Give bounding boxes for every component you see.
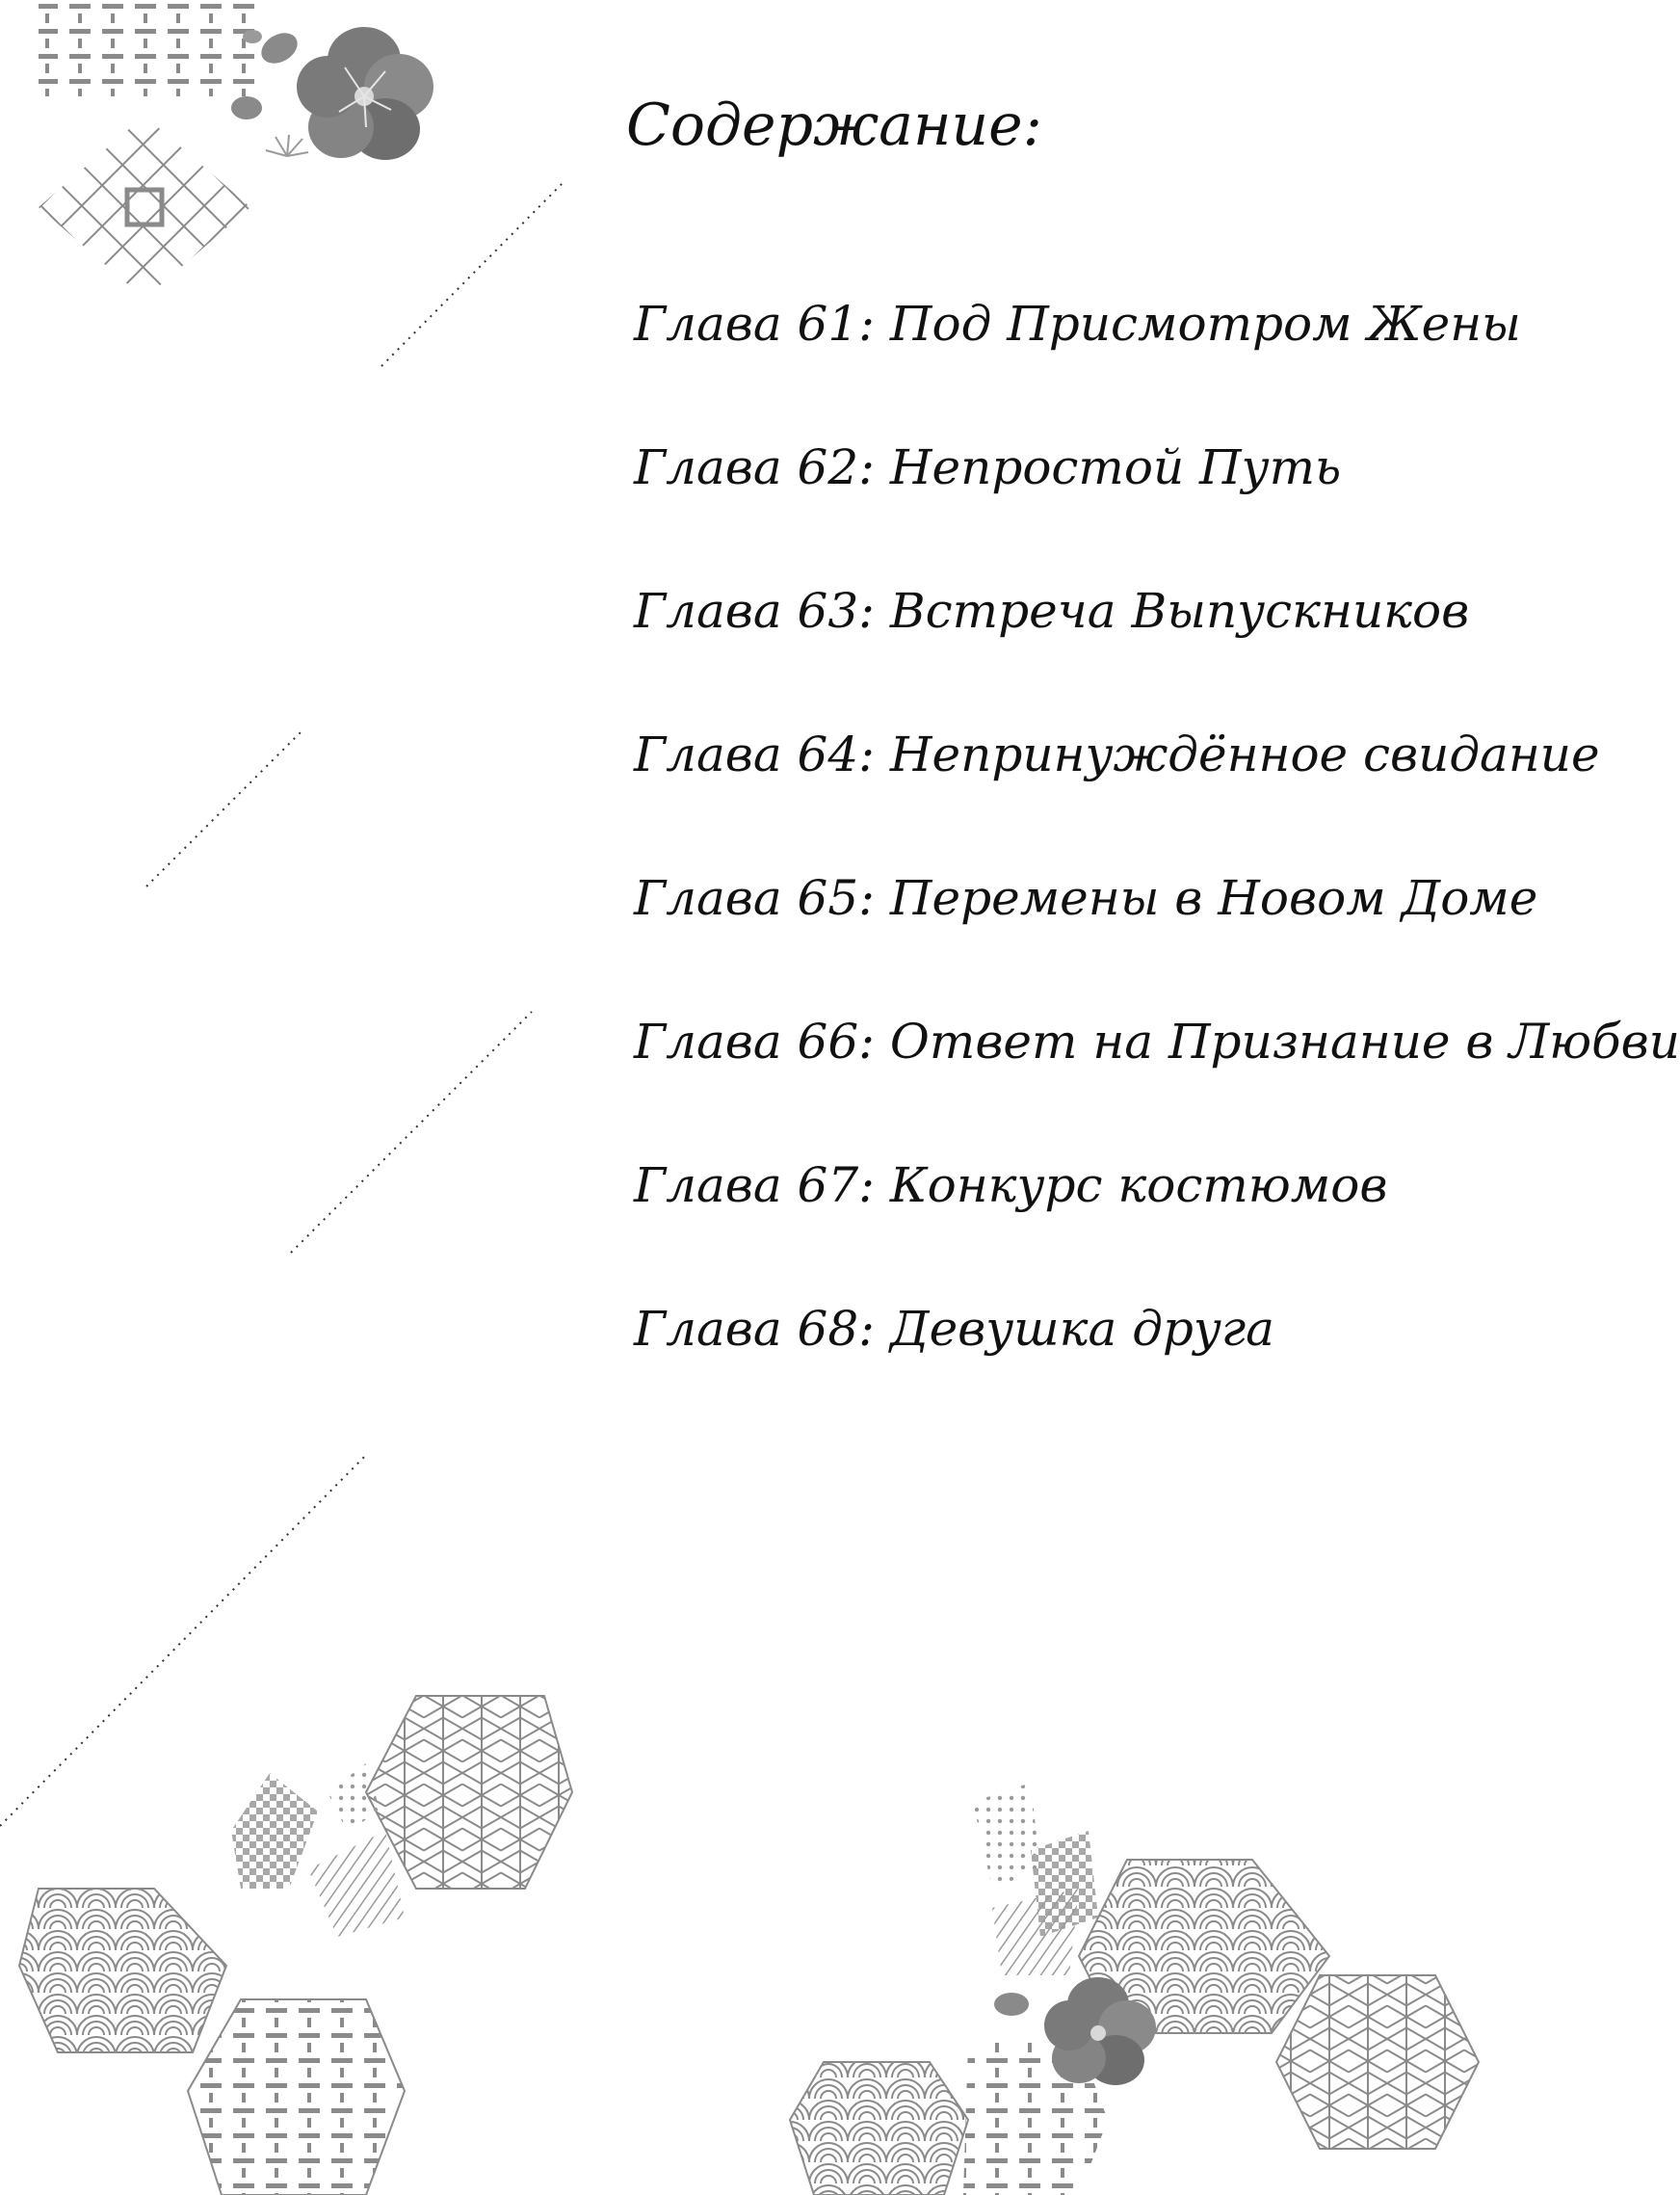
chapter-entry-68[interactable]: Глава 68: Девушка друга bbox=[634, 1301, 1274, 1357]
chapter-entry-62[interactable]: Глава 62: Непростой Путь bbox=[634, 439, 1342, 495]
top-left-lattice-ornament bbox=[39, 116, 250, 299]
contents-heading: Содержание: bbox=[626, 92, 1042, 159]
dotted-diagonal-lines bbox=[0, 183, 563, 1826]
chapter-entry-63[interactable]: Глава 63: Встреча Выпускников bbox=[634, 583, 1470, 639]
chapter-entry-64[interactable]: Глава 64: Непринуждённое свидание bbox=[634, 727, 1600, 782]
chapter-entry-66[interactable]: Глава 66: Ответ на Признание в Любви bbox=[634, 1014, 1680, 1070]
top-left-dash-pattern bbox=[39, 0, 260, 96]
chapter-entry-61[interactable]: Глава 61: Под Присмотром Жены bbox=[634, 296, 1521, 352]
bottom-right-pattern-cluster bbox=[790, 1783, 1479, 2195]
chapter-entry-65[interactable]: Глава 65: Перемены в Новом Доме bbox=[634, 870, 1538, 926]
bottom-left-pattern-cluster bbox=[19, 1696, 572, 2195]
chapter-entry-67[interactable]: Глава 67: Конкурс костюмов bbox=[634, 1157, 1388, 1213]
top-flower-ornament bbox=[231, 27, 433, 160]
chapter-list bbox=[634, 289, 1680, 1438]
